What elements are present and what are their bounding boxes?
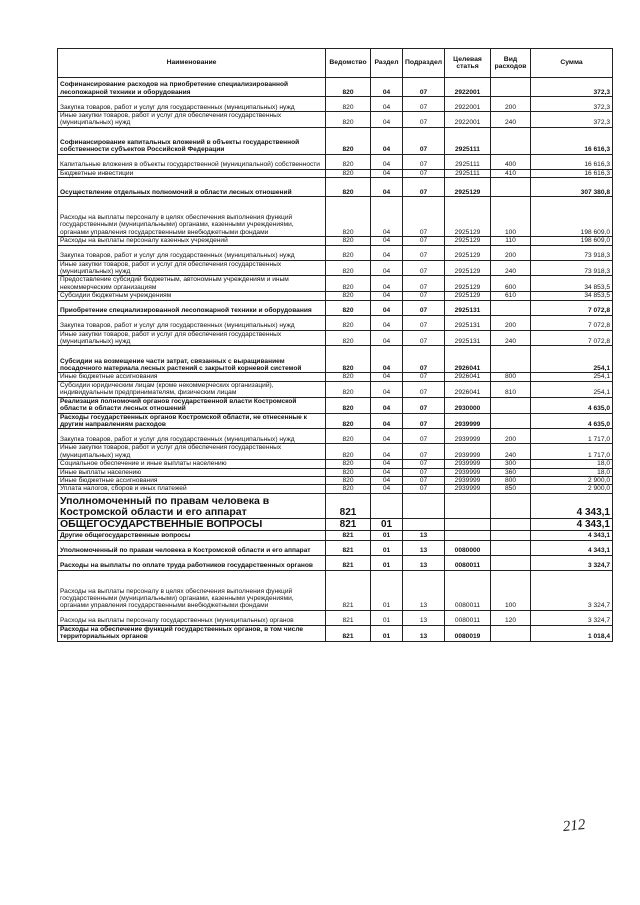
cell-podr: 07 [403, 429, 445, 444]
table-row [58, 493, 613, 518]
cell-podr: 07 [403, 300, 445, 315]
cell-sum: 3 324,7 [531, 610, 613, 625]
cell-cs: 2925111 [445, 169, 491, 177]
cell-podr: 07 [403, 178, 445, 197]
table-row [58, 468, 613, 476]
cell-name: Социальное обеспечение и иные выплаты населению [58, 460, 326, 468]
cell-vr: 400 [491, 154, 531, 169]
cell-sum: 7 072,8 [531, 300, 613, 315]
cell-razd: 04 [371, 300, 403, 315]
table-row [58, 97, 613, 112]
cell-razd: 04 [371, 237, 403, 245]
cell-podr: 07 [403, 315, 445, 330]
table-row [58, 154, 613, 169]
cell-razd: 04 [371, 276, 403, 292]
cell-vr: 200 [491, 245, 531, 260]
cell-ved: 820 [326, 178, 371, 197]
cell-ved: 820 [326, 476, 371, 484]
cell-name: Уполномоченный по правам человека в Костромской области и его аппарат [58, 540, 326, 555]
cell-sum: 198 609,0 [531, 237, 613, 245]
table-row [58, 518, 613, 530]
cell-podr: 13 [403, 540, 445, 555]
cell-podr: 07 [403, 476, 445, 484]
cell-podr: 13 [403, 610, 445, 625]
cell-name: Субсидии бюджетным учреждениям [58, 292, 326, 300]
cell-name: Другие общегосударственные вопросы [58, 530, 326, 540]
cell-sum: 254,1 [531, 346, 613, 373]
table-row [58, 112, 613, 128]
cell-name: Капитальные вложения в объекты государственной (муниципальной) собственности [58, 154, 326, 169]
cell-cs: 0080000 [445, 540, 491, 555]
cell-name: Расходы на выплаты персоналу в целях обеспечения выполнения функций государственными (муниципальными) органами, казенными учреждениями, органами управления государственными внебюджетными фондами [58, 570, 326, 610]
cell-vr [491, 530, 531, 540]
cell-razd: 04 [371, 260, 403, 276]
cell-razd: 04 [371, 429, 403, 444]
cell-vr [491, 625, 531, 641]
cell-podr: 07 [403, 197, 445, 237]
cell-razd: 04 [371, 245, 403, 260]
cell-sum: 1 018,4 [531, 625, 613, 641]
cell-name: Закупка товаров, работ и услуг для государственных (муниципальных) нужд [58, 429, 326, 444]
cell-cs: 2939999 [445, 460, 491, 468]
cell-cs: 2925129 [445, 237, 491, 245]
cell-cs: 0080011 [445, 555, 491, 570]
table-row [58, 570, 613, 610]
cell-sum: 4 343,1 [531, 493, 613, 518]
cell-cs: 0080011 [445, 610, 491, 625]
cell-vr [491, 397, 531, 413]
table-row [58, 292, 613, 300]
cell-cs: 2939999 [445, 444, 491, 460]
cell-sum: 73 918,3 [531, 245, 613, 260]
cell-cs [445, 530, 491, 540]
cell-podr: 07 [403, 154, 445, 169]
cell-vr [491, 413, 531, 429]
cell-podr: 13 [403, 570, 445, 610]
cell-podr: 13 [403, 555, 445, 570]
table-row [58, 346, 613, 373]
table-row [58, 444, 613, 460]
cell-sum: 254,1 [531, 381, 613, 397]
cell-vr: 850 [491, 485, 531, 493]
cell-vr: 600 [491, 276, 531, 292]
table-row [58, 330, 613, 346]
cell-podr: 07 [403, 468, 445, 476]
cell-podr [403, 493, 445, 518]
cell-vr [491, 493, 531, 518]
cell-podr: 07 [403, 127, 445, 154]
table-row [58, 485, 613, 493]
cell-razd: 04 [371, 292, 403, 300]
table-row [58, 78, 613, 97]
table-row [58, 625, 613, 641]
cell-podr: 07 [403, 444, 445, 460]
cell-vr [491, 78, 531, 97]
cell-podr: 07 [403, 330, 445, 346]
cell-cs: 2930000 [445, 397, 491, 413]
table-row [58, 540, 613, 555]
cell-vr [491, 127, 531, 154]
cell-vr: 240 [491, 330, 531, 346]
cell-podr: 07 [403, 373, 445, 381]
cell-ved: 820 [326, 315, 371, 330]
cell-razd: 04 [371, 154, 403, 169]
cell-podr: 07 [403, 381, 445, 397]
cell-sum: 372,3 [531, 78, 613, 97]
cell-ved: 821 [326, 530, 371, 540]
cell-sum: 1 717,0 [531, 444, 613, 460]
cell-razd: 04 [371, 413, 403, 429]
cell-razd: 04 [371, 468, 403, 476]
cell-razd: 01 [371, 540, 403, 555]
cell-sum: 4 343,1 [531, 530, 613, 540]
cell-name: Иные бюджетные ассигнования [58, 373, 326, 381]
cell-podr: 07 [403, 413, 445, 429]
table-row [58, 381, 613, 397]
header-section: Раздел [371, 49, 403, 78]
cell-razd: 04 [371, 127, 403, 154]
cell-vr: 200 [491, 97, 531, 112]
cell-vr: 240 [491, 260, 531, 276]
cell-name: Софинансирование расходов на приобретение специализированной лесопожарной техники и оборудования [58, 78, 326, 97]
cell-razd: 01 [371, 518, 403, 530]
cell-vr: 110 [491, 237, 531, 245]
table-row [58, 397, 613, 413]
cell-ved: 820 [326, 276, 371, 292]
cell-razd [371, 493, 403, 518]
cell-name: Расходы на выплаты персоналу казенных учреждений [58, 237, 326, 245]
cell-podr [403, 518, 445, 530]
cell-cs [445, 518, 491, 530]
cell-sum: 4 343,1 [531, 518, 613, 530]
cell-cs: 2922001 [445, 112, 491, 128]
cell-cs: 2939999 [445, 476, 491, 484]
cell-name: Закупка товаров, работ и услуг для государственных (муниципальных) нужд [58, 245, 326, 260]
cell-sum: 372,3 [531, 112, 613, 128]
cell-name: Уплата налогов, сборов и иных платежей [58, 485, 326, 493]
cell-ved: 821 [326, 610, 371, 625]
cell-razd: 04 [371, 169, 403, 177]
cell-cs: 2925111 [445, 127, 491, 154]
cell-ved: 820 [326, 169, 371, 177]
header-subsection: Подраздел [403, 49, 445, 78]
cell-vr [491, 346, 531, 373]
cell-sum: 4 343,1 [531, 540, 613, 555]
cell-vr: 200 [491, 429, 531, 444]
header-name: Наименование [58, 49, 326, 78]
header-target-article: Целевая статья [445, 49, 491, 78]
cell-sum: 18,0 [531, 460, 613, 468]
cell-vr: 100 [491, 197, 531, 237]
cell-sum: 18,0 [531, 468, 613, 476]
cell-cs [445, 493, 491, 518]
cell-podr: 13 [403, 530, 445, 540]
cell-name: Бюджетные инвестиции [58, 169, 326, 177]
cell-vr [491, 178, 531, 197]
cell-sum: 372,3 [531, 97, 613, 112]
cell-cs: 2925129 [445, 245, 491, 260]
table-row [58, 169, 613, 177]
cell-name: Уполномоченный по правам человека в Костромской области и его аппарат [58, 493, 326, 518]
cell-name: Расходы на выплаты персоналу в целях обеспечения выполнения функций государственными (муниципальными) органами, казенными учреждениями, органами управления государственными внебюджетными фондами [58, 197, 326, 237]
header-amount: Сумма [531, 49, 613, 78]
header-row [58, 49, 613, 78]
cell-podr: 07 [403, 397, 445, 413]
cell-ved: 820 [326, 154, 371, 169]
cell-cs: 0080011 [445, 570, 491, 610]
cell-cs: 2939999 [445, 429, 491, 444]
cell-sum: 254,1 [531, 373, 613, 381]
cell-podr: 07 [403, 78, 445, 97]
cell-vr: 800 [491, 373, 531, 381]
cell-vr: 100 [491, 570, 531, 610]
cell-ved: 820 [326, 346, 371, 373]
cell-sum: 73 918,3 [531, 260, 613, 276]
cell-vr: 410 [491, 169, 531, 177]
cell-name: Субсидии юридическим лицам (кроме некоммерческих организаций), индивидуальным предпринимателям, физическим лицам [58, 381, 326, 397]
table-row [58, 260, 613, 276]
table-row [58, 197, 613, 237]
cell-sum: 307 380,8 [531, 178, 613, 197]
cell-ved: 820 [326, 381, 371, 397]
cell-name: Иные закупки товаров, работ и услуг для обеспечения государственных (муниципальных) нужд [58, 330, 326, 346]
cell-ved: 820 [326, 197, 371, 237]
cell-ved: 820 [326, 444, 371, 460]
cell-razd: 04 [371, 78, 403, 97]
cell-ved: 821 [326, 625, 371, 641]
cell-ved: 821 [326, 555, 371, 570]
table-row [58, 460, 613, 468]
cell-sum: 34 853,5 [531, 276, 613, 292]
cell-vr [491, 540, 531, 555]
table-row [58, 373, 613, 381]
cell-razd: 04 [371, 460, 403, 468]
cell-vr: 300 [491, 460, 531, 468]
cell-cs: 2925131 [445, 300, 491, 315]
table-row [58, 413, 613, 429]
cell-podr: 07 [403, 346, 445, 373]
cell-podr: 07 [403, 112, 445, 128]
cell-name: Иные закупки товаров, работ и услуг для обеспечения государственных (муниципальных) нужд [58, 112, 326, 128]
cell-name: Предоставление субсидий бюджетным, автономным учреждениям и иным некоммерческим организациям [58, 276, 326, 292]
cell-name: Расходы на выплаты персоналу государственных (муниципальных) органов [58, 610, 326, 625]
cell-ved: 820 [326, 468, 371, 476]
table-row [58, 237, 613, 245]
cell-ved: 820 [326, 373, 371, 381]
cell-vr: 360 [491, 468, 531, 476]
cell-sum: 3 324,7 [531, 570, 613, 610]
cell-vr: 200 [491, 315, 531, 330]
cell-podr: 07 [403, 169, 445, 177]
cell-razd: 04 [371, 381, 403, 397]
table-row [58, 610, 613, 625]
cell-sum: 7 072,8 [531, 315, 613, 330]
cell-ved: 821 [326, 570, 371, 610]
cell-vr: 800 [491, 476, 531, 484]
table-row [58, 178, 613, 197]
table-row [58, 276, 613, 292]
cell-razd: 04 [371, 97, 403, 112]
cell-razd: 01 [371, 530, 403, 540]
cell-ved: 820 [326, 112, 371, 128]
table-row [58, 429, 613, 444]
cell-name: Софинансирование капитальных вложений в объекты государственной собственности субъектов Российской Федерации [58, 127, 326, 154]
cell-vr [491, 518, 531, 530]
table-row [58, 530, 613, 540]
cell-name: Расходы на выплаты по оплате труда работников государственных органов [58, 555, 326, 570]
cell-vr [491, 555, 531, 570]
cell-ved: 820 [326, 78, 371, 97]
cell-ved: 820 [326, 485, 371, 493]
cell-name: Субсидии на возмещение части затрат, связанных с выращиванием посадочного материала лесных растений с закрытой корневой системой [58, 346, 326, 373]
cell-ved: 820 [326, 237, 371, 245]
cell-podr: 07 [403, 276, 445, 292]
cell-vr: 810 [491, 381, 531, 397]
cell-ved: 820 [326, 429, 371, 444]
cell-razd: 01 [371, 570, 403, 610]
cell-name: Расходы на обеспечение функций государственных органов, в том числе территориальных органов [58, 625, 326, 641]
cell-ved: 820 [326, 97, 371, 112]
cell-vr: 120 [491, 610, 531, 625]
cell-sum: 4 635,0 [531, 413, 613, 429]
cell-sum: 16 616,3 [531, 169, 613, 177]
cell-name: Закупка товаров, работ и услуг для государственных (муниципальных) нужд [58, 315, 326, 330]
table-row [58, 476, 613, 484]
cell-cs: 2939999 [445, 485, 491, 493]
cell-razd: 04 [371, 178, 403, 197]
page-number: 212 [562, 816, 587, 836]
cell-podr: 07 [403, 292, 445, 300]
cell-razd: 04 [371, 485, 403, 493]
cell-cs: 2925111 [445, 154, 491, 169]
cell-sum: 34 853,5 [531, 292, 613, 300]
cell-cs: 0080019 [445, 625, 491, 641]
cell-name: ОБЩЕГОСУДАРСТВЕННЫЕ ВОПРОСЫ [58, 518, 326, 530]
cell-sum: 1 717,0 [531, 429, 613, 444]
cell-razd: 04 [371, 330, 403, 346]
cell-cs: 2925129 [445, 178, 491, 197]
cell-cs: 2922001 [445, 78, 491, 97]
cell-ved: 820 [326, 460, 371, 468]
cell-podr: 07 [403, 460, 445, 468]
cell-cs: 2922001 [445, 97, 491, 112]
cell-sum: 4 635,0 [531, 397, 613, 413]
cell-cs: 2925131 [445, 315, 491, 330]
cell-vr: 240 [491, 444, 531, 460]
cell-cs: 2925129 [445, 276, 491, 292]
table-row [58, 300, 613, 315]
cell-sum: 7 072,8 [531, 330, 613, 346]
header-department: Ведомство [326, 49, 371, 78]
cell-razd: 04 [371, 444, 403, 460]
cell-cs: 2939999 [445, 468, 491, 476]
cell-name: Приобретение специализированной лесопожарной техники и оборудования [58, 300, 326, 315]
cell-sum: 16 616,3 [531, 154, 613, 169]
cell-podr: 07 [403, 97, 445, 112]
cell-name: Осуществление отдельных полномочий в области лесных отношений [58, 178, 326, 197]
cell-ved: 820 [326, 292, 371, 300]
cell-name: Иные выплаты населению [58, 468, 326, 476]
cell-name: Расходы государственных органов Костромской области, не отнесенные к другим направлениям расходов [58, 413, 326, 429]
table-row [58, 127, 613, 154]
cell-name: Реализация полномочий органов государственной власти Костромской области в области лесных отношений [58, 397, 326, 413]
cell-sum: 198 609,0 [531, 197, 613, 237]
table-row [58, 315, 613, 330]
cell-vr: 240 [491, 112, 531, 128]
cell-razd: 04 [371, 476, 403, 484]
cell-ved: 820 [326, 245, 371, 260]
cell-sum: 2 900,0 [531, 476, 613, 484]
cell-name: Иные бюджетные ассигнования [58, 476, 326, 484]
table-body [58, 78, 613, 642]
cell-razd: 04 [371, 373, 403, 381]
cell-cs: 2939999 [445, 413, 491, 429]
cell-cs: 2926041 [445, 381, 491, 397]
cell-ved: 820 [326, 397, 371, 413]
cell-razd: 04 [371, 346, 403, 373]
cell-name: Закупка товаров, работ и услуг для государственных (муниципальных) нужд [58, 97, 326, 112]
cell-cs: 2925129 [445, 197, 491, 237]
header-expense-type: Вид расходов [491, 49, 531, 78]
cell-cs: 2925131 [445, 330, 491, 346]
table-row [58, 555, 613, 570]
cell-name: Иные закупки товаров, работ и услуг для обеспечения государственных (муниципальных) нужд [58, 444, 326, 460]
budget-table [57, 48, 613, 642]
cell-podr: 07 [403, 245, 445, 260]
cell-sum: 3 324,7 [531, 555, 613, 570]
cell-ved: 821 [326, 540, 371, 555]
cell-cs: 2925129 [445, 292, 491, 300]
cell-ved: 821 [326, 518, 371, 530]
cell-razd: 04 [371, 315, 403, 330]
cell-razd: 01 [371, 610, 403, 625]
cell-ved: 820 [326, 127, 371, 154]
cell-podr: 07 [403, 485, 445, 493]
cell-razd: 04 [371, 397, 403, 413]
cell-ved: 820 [326, 413, 371, 429]
cell-sum: 16 616,3 [531, 127, 613, 154]
cell-razd: 01 [371, 555, 403, 570]
cell-vr [491, 300, 531, 315]
cell-razd: 04 [371, 197, 403, 237]
cell-ved: 820 [326, 300, 371, 315]
cell-razd: 04 [371, 112, 403, 128]
cell-ved: 820 [326, 260, 371, 276]
cell-razd: 01 [371, 625, 403, 641]
table-row [58, 245, 613, 260]
cell-podr: 07 [403, 260, 445, 276]
cell-sum: 2 900,0 [531, 485, 613, 493]
cell-name: Иные закупки товаров, работ и услуг для обеспечения государственных (муниципальных) нужд [58, 260, 326, 276]
cell-cs: 2925129 [445, 260, 491, 276]
cell-ved: 821 [326, 493, 371, 518]
cell-ved: 820 [326, 330, 371, 346]
cell-cs: 2926041 [445, 373, 491, 381]
cell-podr: 07 [403, 237, 445, 245]
cell-podr: 13 [403, 625, 445, 641]
cell-vr: 610 [491, 292, 531, 300]
cell-cs: 2926041 [445, 346, 491, 373]
